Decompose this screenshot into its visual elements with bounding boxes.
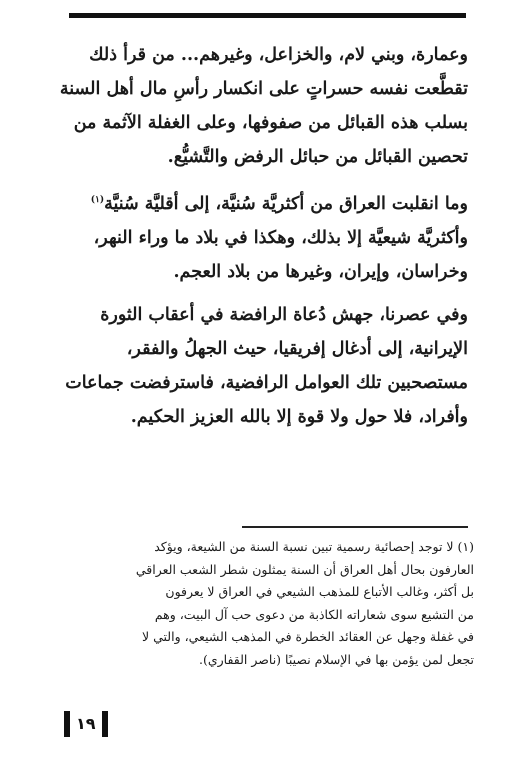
footnote: [66, 536, 474, 671]
footnote-line: (١) لا توجد إحصائية رسمية تبين نسبة السنة من الشيعة، ويؤكد: [154, 539, 474, 554]
footnote-reference: (١): [90, 195, 105, 205]
header-rule: [69, 13, 466, 18]
footnote-line: بل أكثر، وغالب الأتباع للمذهب الشيعي في العراق لا يعرفون: [165, 584, 474, 599]
footnote-line: العارفون بحال أهل العراق أن السنة يمثلون شطر الشعب العراقي: [135, 561, 474, 577]
text-line-main: وما انقلبت العراق من أكثريَّة سُنيَّة، إلى أقليَّة سُنيَّة: [104, 193, 468, 214]
footnote-line: من التشيع سوى شعاراته الكاذبة من دعوى حب آل البيت، وهم: [154, 606, 474, 622]
page-number: ١٩: [76, 714, 96, 733]
text-line: وأكثريَّة شيعيَّة إلا بذلك، وهكذا في بلاد ما وراء النهر،: [93, 227, 468, 248]
text-line: مستصحبين تلك العوامل الرافضية، فاسترفضت جماعات: [65, 372, 468, 393]
text-line: وعمارة، وبني لام، والخزاعل، وغيرهم... من قرأ ذلك: [89, 45, 468, 65]
text-line: وخراسان، وإيران، وغيرها من بلاد العجم.: [173, 261, 468, 282]
page-number-box: [64, 711, 108, 737]
page-number-bar-right: [102, 711, 108, 737]
text-line: الإيرانية، إلى أدغال إفريقيا، حيث الجهلُ والفقر،: [126, 338, 468, 359]
text-line: [68, 183, 468, 221]
footnote-line: في غفلة وجهل عن العقائد الخطرة في المذهب الشيعي، والتي لا: [142, 629, 474, 644]
footnote-line: تجعل لمن يؤمن بها في الإسلام نصيبًا (ناصر القفاري).: [199, 651, 474, 667]
text-line: تحصين القبائل من حبائل الرفض والتَّشيُّع.: [167, 147, 468, 167]
text-line: بسلب هذه القبائل من صفوفها، وعلى الغفلة الآثمة من: [73, 113, 468, 133]
paragraph-2: [68, 183, 468, 289]
text-line: وأفراد، فلا حول ولا قوة إلا بالله العزيز الحكيم.: [130, 406, 468, 427]
text-line: وفي عصرنا، جهش دُعاة الرافضة في أعقاب الثورة: [100, 304, 468, 325]
paragraph-3: [65, 298, 468, 434]
main-text: [59, 38, 468, 434]
footnote-separator: [242, 526, 468, 528]
paragraph-1: [59, 38, 468, 174]
text-line: تقطَّعت نفسه حسراتٍ على انكسار رأسِ مال أهل السنة: [59, 79, 468, 99]
